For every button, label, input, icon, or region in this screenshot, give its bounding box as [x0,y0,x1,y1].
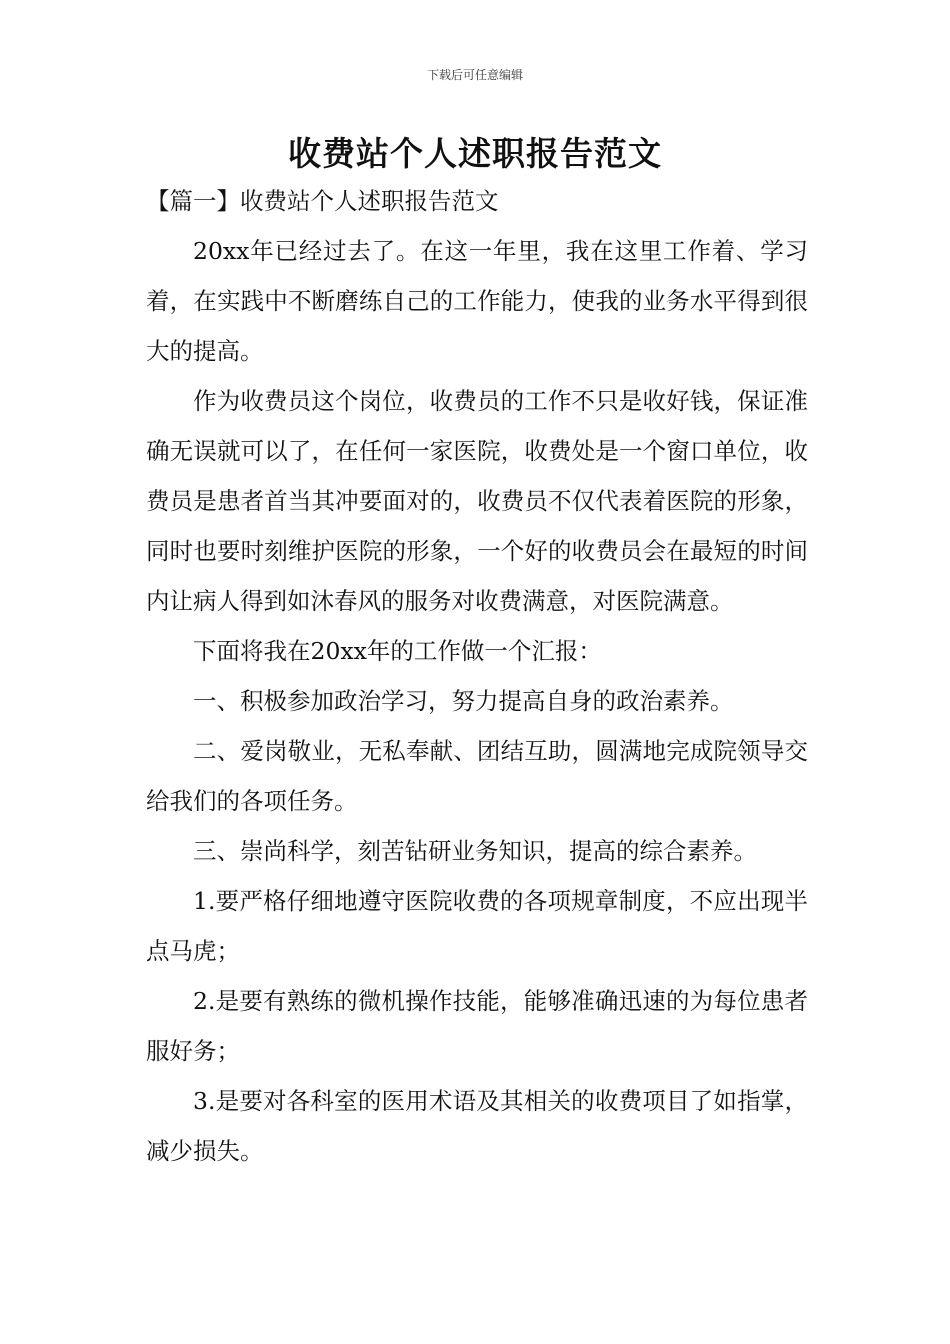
paragraph: 二、爱岗敬业，无私奉献、团结互助，圆满地完成院领导交给我们的各项任务。 [146,737,808,815]
paragraph: 20xx年已经过去了。在这一年里，我在这里工作着、学习着，在实践中不断磨练自己的工作能力，使我的业务水平得到很大的提高。 [146,237,808,365]
paragraph: 一、积极参加政治学习，努力提高自身的政治素养。 [193,687,734,715]
list-item: 1.要严格仔细地遵守医院收费的各项规章制度，不应出现半点马虎； [146,887,808,965]
section-heading: 【篇一】收费站个人述职报告范文 [146,187,499,215]
document-title: 收费站个人述职报告范文 [288,134,662,173]
paragraph: 作为收费员这个岗位，收费员的工作不只是收好钱，保证准确无误就可以了，在任何一家医院，收费处是一个窗口单位，收费员是患者首当其冲要面对的，收费员不仅代表着医院的形象，同时也要时刻维护医院的形象，一个好的收费员会在最短的时间内让病人得到如沐春风的服务对收费满意，对医院满意。 [146,387,808,615]
paragraph: 三、崇尚科学，刻苦钻研业务知识，提高的综合素养。 [193,837,757,865]
paragraph: 下面将我在20xx年的工作做一个汇报： [193,637,602,665]
header-note: 下载后可任意编辑 [426,68,523,82]
document-body [146,176,808,1176]
list-item: 2.是要有熟练的微机操作技能，能够准确迅速的为每位患者服好务； [146,987,808,1065]
list-item: 3.是要对各科室的医用术语及其相关的收费项目了如指掌，减少损失。 [146,1087,808,1165]
